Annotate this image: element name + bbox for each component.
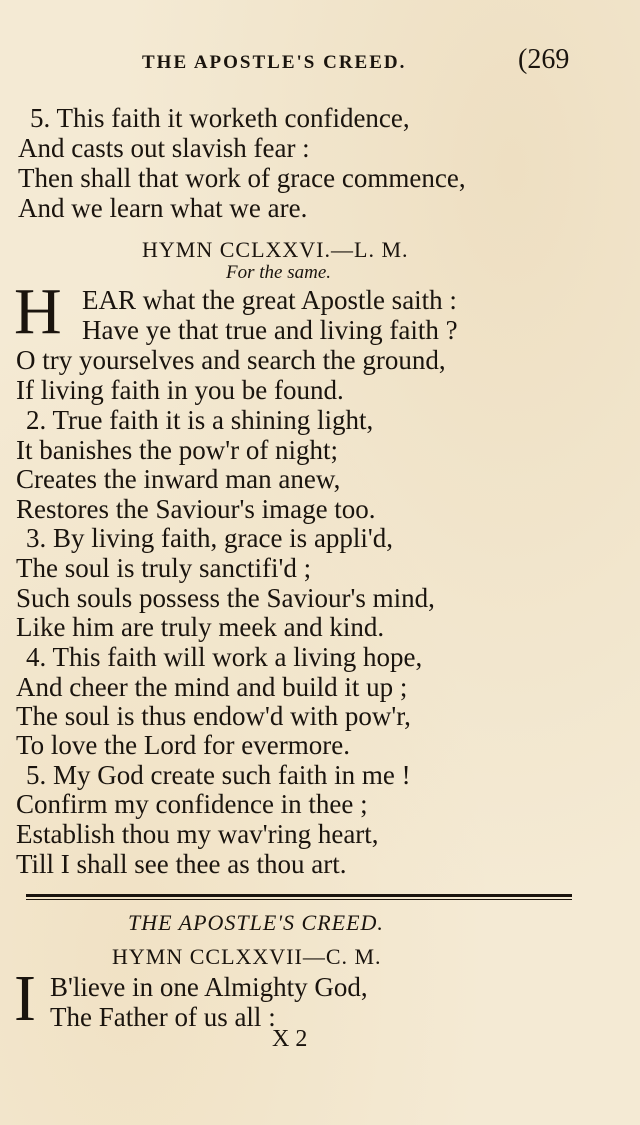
page-number: (269 xyxy=(518,44,570,75)
verse-line: 5. This faith it worketh confidence, xyxy=(30,103,410,133)
verse-line: O try yourselves and search the ground, xyxy=(16,345,446,375)
verse-line: The Father of us all : xyxy=(50,1002,276,1032)
verse-line: And we learn what we are. xyxy=(18,193,308,223)
verse-line: Confirm my confidence in thee ; xyxy=(16,789,368,819)
verse-line: The soul is truly sanctifi'd ; xyxy=(16,553,312,583)
verse-line: If living faith in you be found. xyxy=(16,375,344,405)
verse-line: And casts out slavish fear : xyxy=(18,133,310,163)
verse-line: Establish thou my wav'ring heart, xyxy=(16,819,379,849)
page-header xyxy=(0,44,640,84)
running-head: THE APOSTLE'S CREED. xyxy=(142,52,407,73)
verse-line: To love the Lord for evermore. xyxy=(16,730,350,760)
verse-line: EAR what the great Apostle saith : xyxy=(82,285,457,315)
section-title: THE APOSTLE'S CREED. xyxy=(128,910,384,935)
verse-line: Restores the Saviour's image too. xyxy=(16,494,376,524)
verse-line: 4. This faith will work a living hope, xyxy=(26,642,423,672)
drop-cap: H xyxy=(14,275,62,348)
verse-line: The soul is thus endow'd with pow'r, xyxy=(16,701,411,731)
signature-mark: X 2 xyxy=(272,1026,308,1052)
verse-line: B'lieve in one Almighty God, xyxy=(50,972,368,1002)
verse-line: And cheer the mind and build it up ; xyxy=(16,672,408,702)
verse-line: Then shall that work of grace commence, xyxy=(18,163,466,193)
verse-line: Such souls possess the Saviour's mind, xyxy=(16,583,435,613)
drop-cap: I xyxy=(14,962,36,1035)
verse-line: 5. My God create such faith in me ! xyxy=(26,760,411,790)
verse-line: Like him are truly meek and kind. xyxy=(16,612,385,642)
verse-line: It banishes the pow'r of night; xyxy=(16,435,339,465)
verse-line: Creates the inward man anew, xyxy=(16,464,341,494)
hymn-title: HYMN CCLXXVII—C. M. xyxy=(112,944,382,969)
hymn-subtitle: For the same. xyxy=(226,262,332,283)
verse-line: Till I shall see thee as thou art. xyxy=(16,849,347,879)
verse-line: Have ye that true and living faith ? xyxy=(82,315,458,345)
hymn-title: HYMN CCLXXVI.—L. M. xyxy=(142,237,409,262)
verse-line: 3. By living faith, grace is appli'd, xyxy=(26,523,394,553)
verse-line: 2. True faith it is a shining light, xyxy=(26,405,374,435)
section-rule xyxy=(26,894,572,900)
